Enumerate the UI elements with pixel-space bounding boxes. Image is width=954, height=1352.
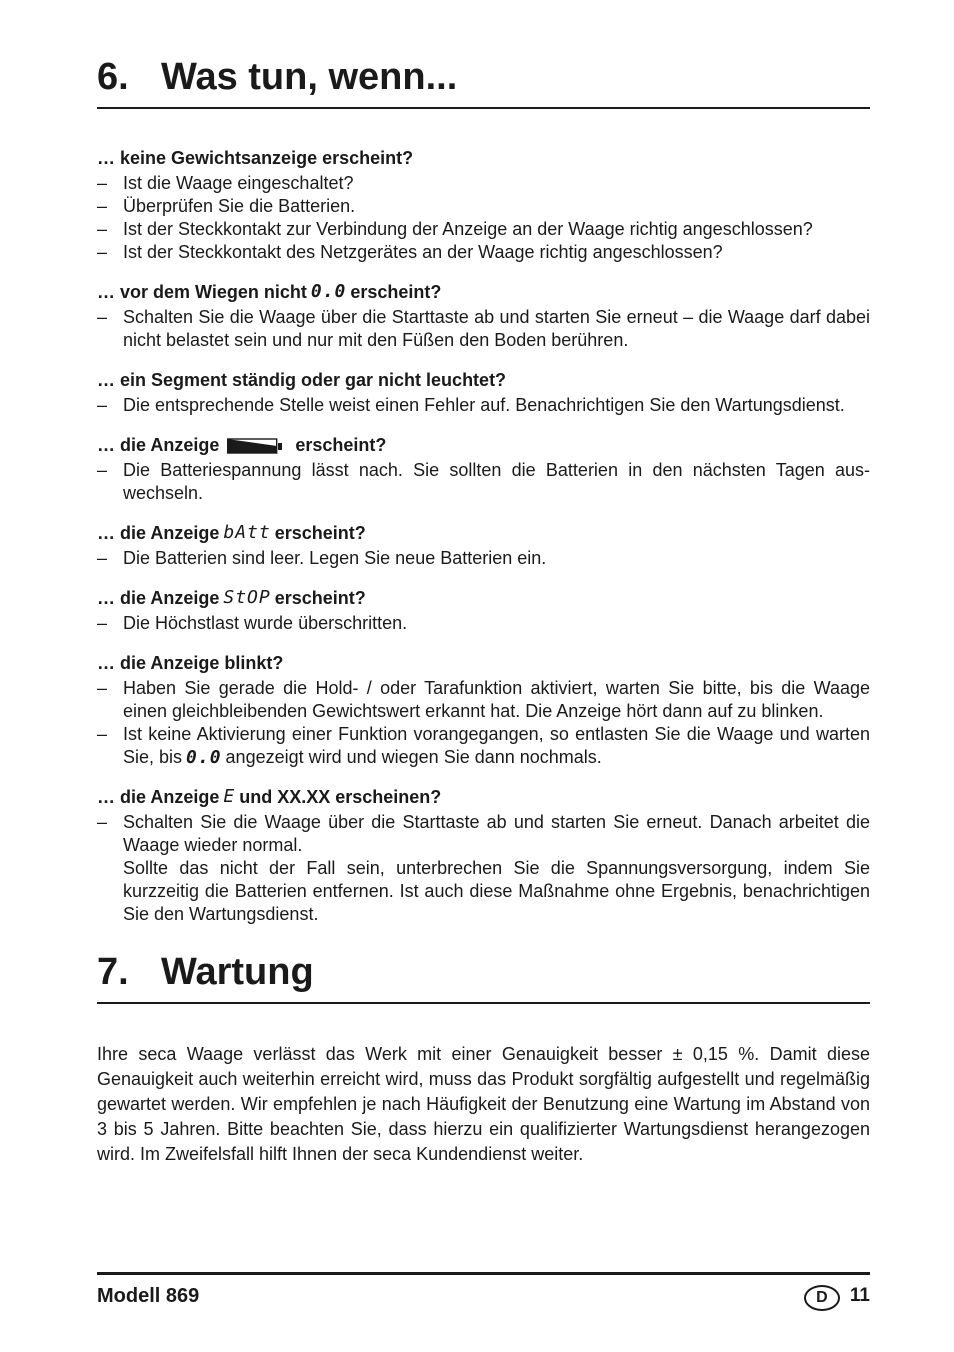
page	[97, 0, 870, 1167]
segment-display-text: 0.0	[186, 747, 222, 768]
model-name: Modell 869	[97, 1284, 200, 1307]
language-badge: D	[804, 1285, 840, 1311]
section-7-heading	[97, 950, 870, 1004]
maintenance-paragraph: Ihre seca Waage verlässt das Werk mit einer Genauigkeit besser ± 0,15 %. Damit diese Genauigkeit auch weiterhin erreicht wird, muss das Produkt sorgfältig aufgestellt und regelmäßig gewartet werden. Wir empfehlen je nach Häufigkeit der Benutzung eine Wartung im Abstand von 3 bis 5 Jahren. Bitte beachten Sie, dass hierzu ein qualifizierter Wartungsdienst herangezogen wird. Im Zweifelsfall hilft Ihnen der seca Kundendienst weiter.	[97, 1044, 870, 1164]
section-number: 7.	[97, 951, 129, 993]
page-marker	[804, 1281, 870, 1311]
answer-list	[97, 612, 870, 635]
segment-display-text: bAtt	[223, 522, 271, 543]
list-item: – Die Batteriespannung lässt nach. Sie sollten die Batterien in den nächsten Tagen auswechseln.	[97, 460, 870, 503]
list-item: – Ist der Steckkontakt zur Verbindung der Anzeige an der Waage richtig angeschlossen?	[97, 219, 813, 239]
page-number: 11	[849, 1285, 870, 1306]
list-item: – Haben Sie gerade die Hold- / oder Tarafunktion aktiviert, warten Sie bitte, bis die Waage einen gleichbleibenden Gewichtswert erkannt hat. Die Anzeige hört dann auf zu blinken.	[97, 678, 870, 721]
question-heading: … die Anzeige E und XX.XX erscheinen?	[97, 786, 442, 807]
list-item: – Ist die Waage eingeschaltet?	[97, 173, 354, 193]
question-heading: … die Anzeige StOP erscheint?	[97, 587, 366, 608]
list-item: – Schalten Sie die Waage über die Starttaste ab und starten Sie erneut – die Waage darf dabei nicht belastet sein und nur mit den Füßen den Boden berühren.	[97, 307, 870, 350]
answer-list	[97, 547, 870, 570]
question-heading: … die Anzeige blinkt?	[97, 653, 284, 673]
list-item: – Ist keine Aktivierung einer Funktion vorangegangen, so entlasten Sie die Waage und warten Sie, bis 0.0 angezeigt wird und wiegen Sie dann nochmals.	[97, 724, 870, 768]
question-heading: … keine Gewichtsanzeige erscheint?	[97, 148, 414, 168]
answer-list	[97, 811, 870, 926]
list-item: – Die Batterien sind leer. Legen Sie neue Batterien ein.	[97, 548, 547, 568]
list-item: – Ist der Steckkontakt des Netzgerätes an der Waage richtig angeschlossen?	[97, 242, 723, 262]
answer-list	[97, 677, 870, 769]
list-item: – Schalten Sie die Waage über die Starttaste ab und starten Sie erneut. Danach arbeitet die Waage wieder normal. Sollte das nicht der Fall sein, unterbrechen Sie die Spannungsversorgung, indem Sie kurzzeitig die Batterien entfernen. Ist auch diese Maßnahme ohne Ergebnis, benachrichtigen Sie den Wartungsdienst.	[97, 812, 870, 924]
section-number: 6.	[97, 56, 129, 98]
answer-list	[97, 459, 870, 505]
section-title: Wartung	[161, 951, 314, 993]
answer-list	[97, 172, 870, 264]
question-heading: … die Anzeige erscheint?	[97, 435, 387, 455]
question-heading: … vor dem Wiegen nicht 0.0 erscheint?	[97, 281, 442, 302]
answer-list	[97, 394, 870, 417]
question-heading: … die Anzeige bAtt erscheint?	[97, 522, 366, 543]
page-footer	[97, 1272, 870, 1311]
list-item: – Überprüfen Sie die Batterien.	[97, 196, 356, 216]
section-6-heading	[97, 55, 870, 109]
list-item: – Die entsprechende Stelle weist einen Fehler auf. Benachrichtigen Sie den Wartungsdienst.	[97, 395, 845, 415]
answer-list	[97, 306, 870, 352]
question-heading: … ein Segment ständig oder gar nicht leuchtet?	[97, 370, 507, 390]
segment-display-text: 0.0	[310, 281, 347, 302]
list-item: – Die Höchstlast wurde überschritten.	[97, 613, 408, 633]
segment-display-text: StOP	[223, 587, 271, 608]
segment-display-text: E	[223, 786, 236, 807]
section-title: Was tun, wenn...	[161, 56, 458, 98]
battery-low-icon	[227, 437, 283, 453]
